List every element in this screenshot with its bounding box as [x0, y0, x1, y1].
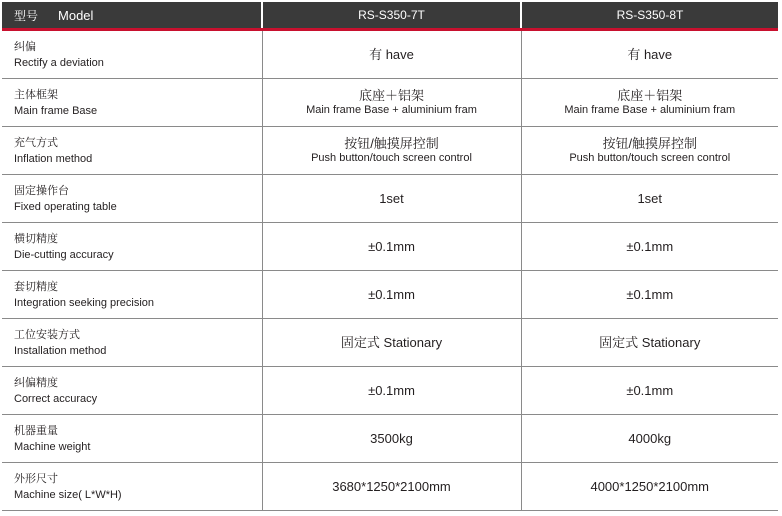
row-label-en: Main frame Base [14, 104, 98, 117]
row-label-en: Die-cutting accuracy [14, 248, 114, 261]
row-label-en: Rectify a deviation [14, 56, 104, 69]
value-main: 3500kg [370, 431, 413, 446]
value-main: 固定式 Stationary [340, 335, 443, 350]
row-label-cn: 主体框架 [14, 88, 58, 101]
row-label-cell [2, 367, 262, 415]
value-main: 底座＋铝架 [617, 87, 683, 103]
header-en-label: Model [58, 7, 94, 23]
row-label-cell [2, 30, 262, 79]
value-main: ±0.1mm [626, 287, 674, 302]
value-main: ±0.1mm [626, 383, 674, 398]
row-value-model-2 [521, 223, 778, 271]
table-row [2, 79, 778, 127]
row-label-en: Machine size( L*W*H) [14, 488, 122, 501]
value-main: ±0.1mm [626, 239, 674, 254]
row-label-cn: 横切精度 [14, 232, 58, 245]
spec-table [2, 2, 778, 511]
row-label-cn: 充气方式 [14, 136, 58, 149]
value-main: 按钮/触摸屏控制 [602, 135, 698, 151]
table-row [2, 127, 778, 175]
value-sub: Push button/touch screen control [569, 151, 731, 164]
value-main: ±0.1mm [368, 239, 415, 254]
table-row [2, 175, 778, 223]
table-row [2, 30, 778, 79]
value-main: 有 have [627, 47, 673, 62]
row-label-cell [2, 127, 262, 175]
table-row [2, 463, 778, 511]
value-main: 有 have [369, 47, 414, 62]
model-header-1: RS-S350-7T [262, 2, 521, 30]
row-value-model-2 [521, 127, 778, 175]
table-row [2, 415, 778, 463]
value-main: 3680*1250*2100mm [332, 479, 451, 494]
row-value-model-1 [262, 79, 521, 127]
row-value-model-1 [262, 415, 521, 463]
value-main: 1set [379, 191, 404, 206]
header-row [2, 2, 778, 30]
value-main: 固定式 Stationary [599, 335, 701, 350]
header-label-cell [2, 2, 262, 30]
row-label-cell [2, 271, 262, 319]
row-value-model-1 [262, 30, 521, 79]
value-sub: Push button/touch screen control [311, 151, 472, 164]
row-value-model-2 [521, 367, 778, 415]
spec-body [2, 30, 778, 511]
row-label-cell [2, 463, 262, 511]
model-header-2: RS-S350-8T [521, 2, 778, 30]
value-main: ±0.1mm [368, 287, 415, 302]
row-value-model-2 [521, 463, 778, 511]
value-main: 4000*1250*2100mm [590, 479, 710, 494]
row-label-cn: 纠偏 [14, 40, 36, 53]
row-value-model-2 [521, 415, 778, 463]
row-label-en: Fixed operating table [14, 200, 117, 213]
row-value-model-2 [521, 271, 778, 319]
row-value-model-1 [262, 367, 521, 415]
row-label-en: Machine weight [14, 440, 91, 453]
value-sub: Main frame Base + aluminium fram [564, 103, 736, 116]
row-value-model-1 [262, 223, 521, 271]
row-label-cn: 机器重量 [14, 424, 58, 437]
row-value-model-1 [262, 319, 521, 367]
row-label-cell [2, 175, 262, 223]
value-main: ±0.1mm [368, 383, 415, 398]
row-label-en: Correct accuracy [14, 392, 98, 405]
row-value-model-2 [521, 175, 778, 223]
row-label-cn: 纠偏精度 [14, 376, 58, 389]
value-main: 底座＋铝架 [358, 87, 424, 103]
value-main: 按钮/触摸屏控制 [344, 135, 439, 151]
table-row [2, 271, 778, 319]
row-label-cn: 工位安装方式 [14, 328, 80, 341]
row-value-model-1 [262, 271, 521, 319]
row-value-model-1 [262, 127, 521, 175]
row-label-en: Inflation method [14, 152, 93, 165]
row-label-cell [2, 319, 262, 367]
row-label-cell [2, 79, 262, 127]
row-label-cell [2, 415, 262, 463]
value-main: 1set [637, 191, 663, 206]
value-main: 4000kg [628, 431, 672, 446]
header-cn-label: 型号 [14, 8, 39, 23]
row-label-cn: 固定操作台 [14, 184, 69, 197]
row-label-en: Integration seeking precision [14, 296, 155, 309]
value-sub: Main frame Base + aluminium fram [306, 103, 477, 116]
row-label-cn: 套切精度 [14, 280, 58, 293]
row-value-model-1 [262, 463, 521, 511]
row-value-model-2 [521, 30, 778, 79]
table-row [2, 367, 778, 415]
row-value-model-2 [521, 319, 778, 367]
row-label-cn: 外形尺寸 [14, 472, 58, 485]
table-row [2, 319, 778, 367]
row-value-model-2 [521, 79, 778, 127]
row-value-model-1 [262, 175, 521, 223]
table-row [2, 223, 778, 271]
row-label-cell [2, 223, 262, 271]
row-label-en: Installation method [14, 344, 107, 357]
